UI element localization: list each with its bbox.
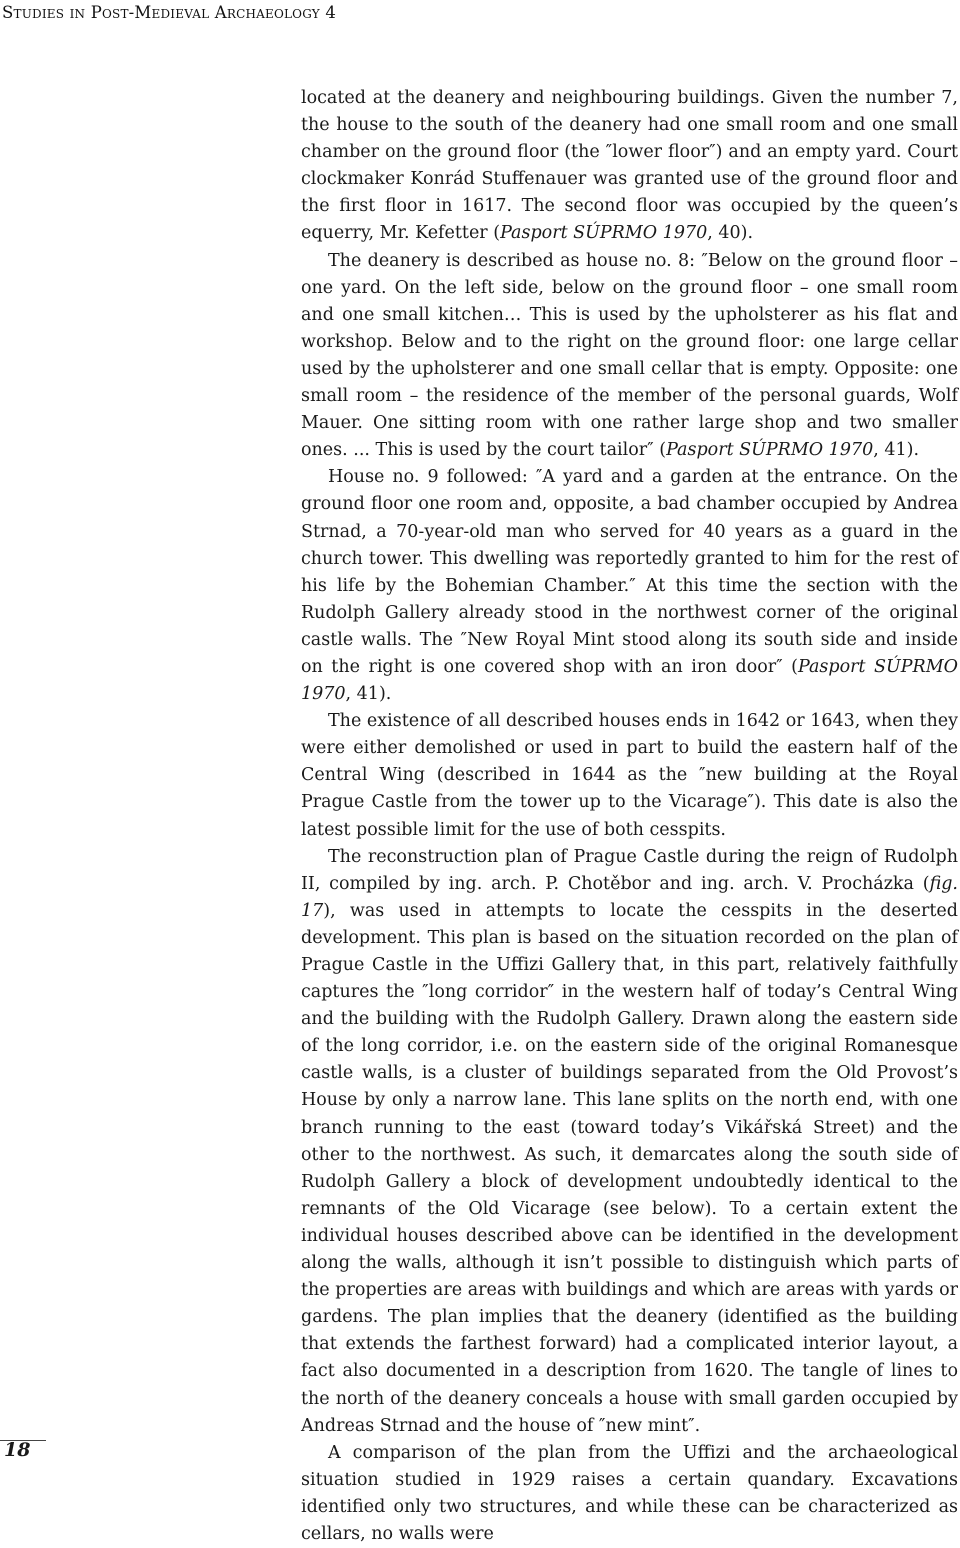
paragraph — [301, 464, 958, 708]
italic-text: Pasport SÚPRMO 1970 — [666, 440, 874, 461]
text-run: A comparison of the plan from the Uffizi and the archaeological situation studied in 1929 raises a certain quandary. Excavations identified only two structures, and while these can be characterized as cellars, no walls were — [301, 1442, 958, 1544]
text-run: , 40). — [707, 223, 754, 244]
italic-text: Pasport SÚPRMO 1970 — [301, 656, 958, 705]
italic-text: fig. — [929, 873, 958, 894]
text-run: ), was used in attempts to locate the cesspits in the deserted development. This plan is based on the situation recorded on the plan of Prague Castle in the Uffizi Gallery that, in this part, relatively faithfully captures the ″long corridor″ in the western half of today’s Central Wing and the building with the Rudolph Gallery. Drawn along the eastern side of the long corridor, i.e. on the eastern side of the original Romanesque castle walls, is a cluster of buildings separated from the Old Provost’s House by only a narrow lane. This lane splits on the north end, with one branch running to the east (toward today’s Vikářská Street) and the other to the northwest. As such, it demarcates along the south side of Rudolph Gallery a block of development undoubtedly identical to the remnants of the Old Vicarage (see below). To a certain extent the individual houses described above can be identified in the development along the walls, although it isn’t possible to distinguish which parts of the properties are areas with buildings and which are areas with yards or gardens. The plan implies that the deanery (identified as the building that extends the farthest forward) had a complicated interior layout, a fact also documented in a description from 1620. The tangle of lines to the north of the deanery conceals a house with small garden occupied by Andreas Strnad and the house of ″new mint″. — [301, 900, 958, 1436]
text-run: , 41). — [873, 440, 920, 461]
paragraph — [301, 248, 958, 465]
italic-text: 17 — [301, 900, 324, 921]
paragraph — [301, 1440, 958, 1548]
text-run: The deanery is described as house no. 8: ″Below on the ground floor – one yard. On the left side, below on the ground floor – one small room and one small kitchen… This is used by the upholsterer as his flat and workshop. Below and to the right on the ground floor: one large cellar used by the upholsterer and one small cellar that is empty. Opposite: one small room – the residence of the member of the personal guards, Wolf Mauer. One sitting room with one rather large shop and two smaller ones. ... This is used by the court tailor″ ( — [301, 250, 958, 461]
running-header: Studies in Post-Medieval Archaeology 4 — [2, 3, 337, 22]
paragraph — [301, 708, 958, 843]
text-run: House no. 9 followed: ″A yard and a garden at the entrance. On the ground floor one room and, opposite, a bad chamber occupied by Andrea Strnad, a 70-year-old man who served for 40 years as a guard in the church tower. This dwelling was reportedly granted to him for the rest of his life by the Bohemian Chamber.″ At this time the section with the Rudolph Gallery already stood in the northwest corner of the original castle walls. The ″New Royal Mint stood along its south side and inside on the right is one covered shop with an iron door″ ( — [301, 467, 958, 677]
text-run: , 41). — [345, 684, 392, 705]
text-run: located at the deanery and neighbouring buildings. Given the number 7, the house to the south of the deanery had one small room and one small chamber on the ground floor (the ″lower floor″) and an empty yard. Court clockmaker Konrád Stuffenauer was granted use of the ground floor and the first floor in 1617. The second floor was occupied by the queen’s equerry, Mr. Kefetter ( — [301, 88, 958, 244]
text-run: The reconstruction plan of Prague Castle during the reign of Rudolph II, compiled by ing. arch. P. Chotěbor and ing. arch. V. Procházka ( — [301, 846, 958, 894]
text-run: The existence of all described houses ends in 1642 or 1643, when they were either demolished or used in part to build the eastern half of the Central Wing (described in 1644 as the ″new building at the Royal Prague Castle from the tower up to the Vicarage″). This date is also the latest possible limit for the use of both cesspits. — [301, 711, 958, 840]
paragraph — [301, 844, 958, 1440]
body-text — [301, 85, 958, 1548]
paragraph — [301, 85, 958, 248]
italic-text: Pasport SÚPRMO 1970 — [500, 223, 708, 244]
page-number: 18 — [4, 1439, 31, 1461]
